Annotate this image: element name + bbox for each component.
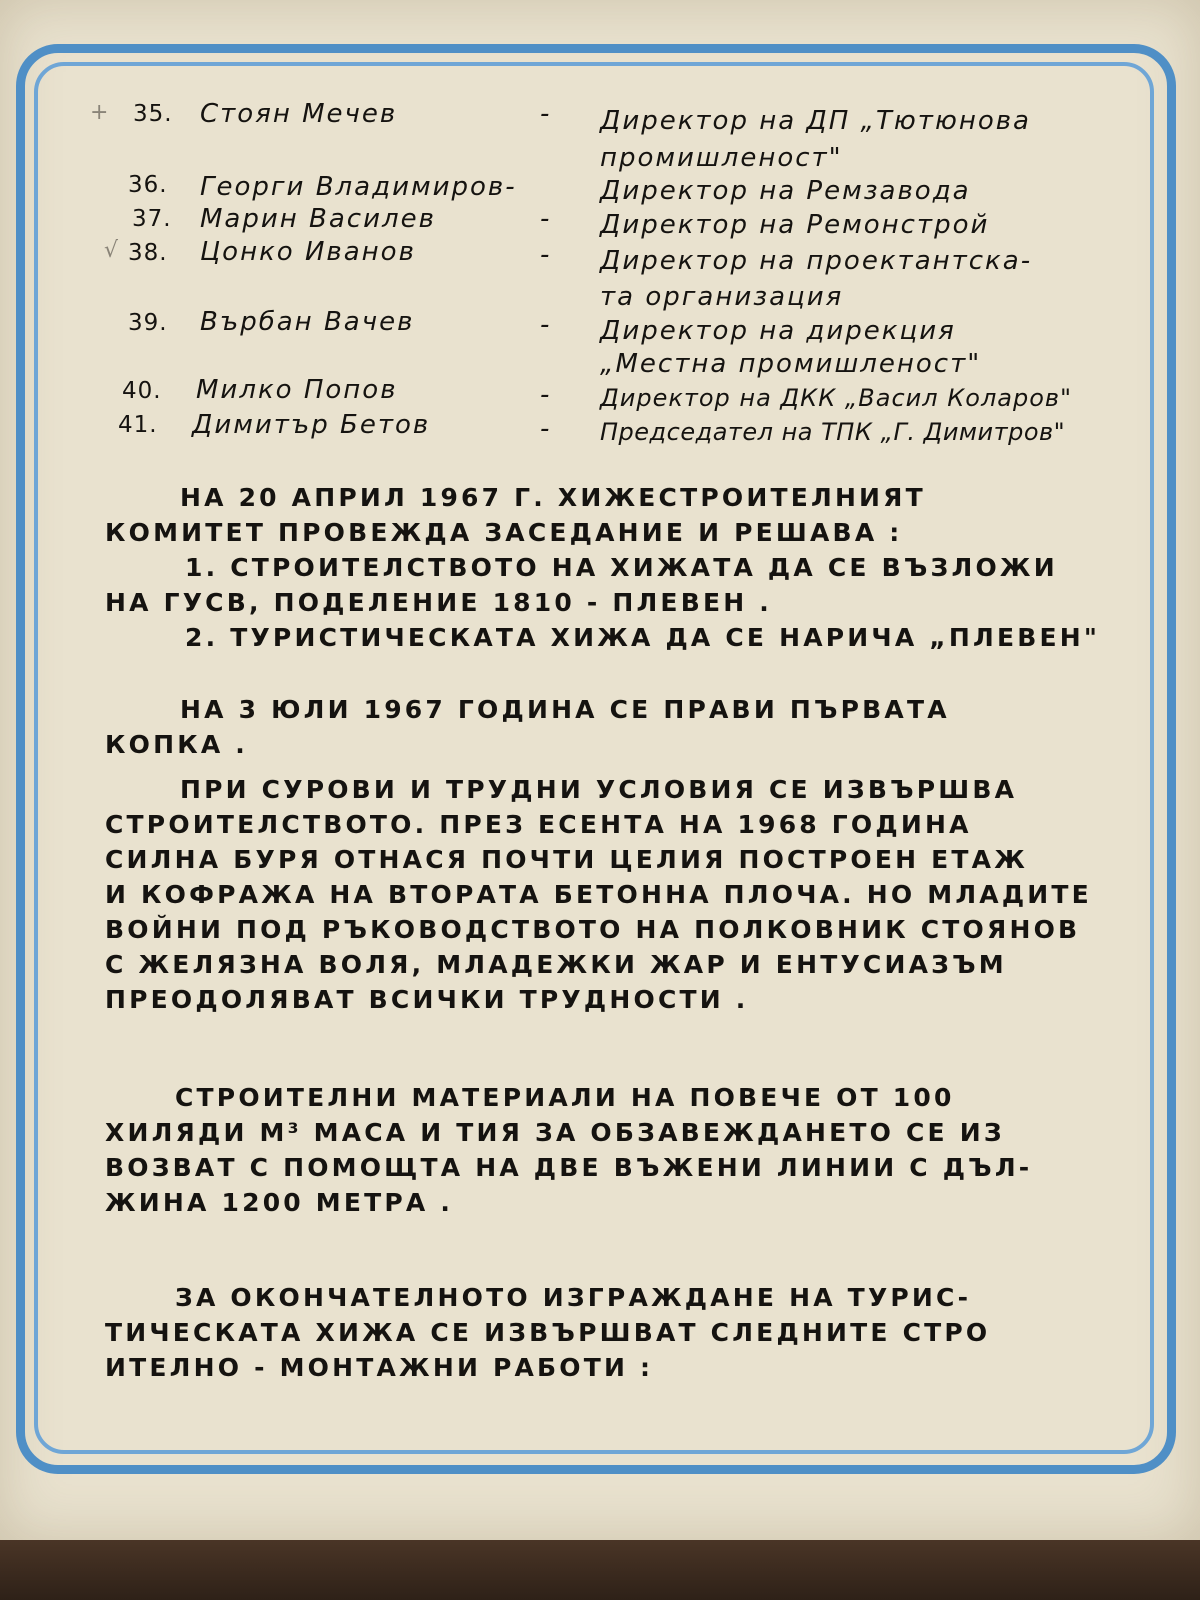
item-number: 40. — [122, 378, 162, 404]
item-number: 39. — [128, 310, 168, 336]
paragraph-line: ХИЛЯДИ М³ МАСА И ТИЯ ЗА ОБЗАВЕЖДАНЕТО СЕ ИЗ — [105, 1118, 1005, 1147]
paragraph-final-works — [105, 1280, 1115, 1385]
paragraph-materials — [105, 1080, 1115, 1220]
item-number: 38. — [128, 240, 168, 266]
item-role-line1: Директор на ДКК „Васил Коларов" — [600, 384, 1073, 412]
paragraph-line: 2. ТУРИСТИЧЕСКАТА ХИЖА ДА СЕ НАРИЧА „ПЛЕВЕН" — [185, 623, 1101, 652]
item-role-line1: Директор на дирекция — [600, 316, 956, 346]
item-role-line2: „Местна промишленост" — [600, 349, 982, 379]
paragraph-line: ЖИНА 1200 МЕТРА . — [105, 1188, 454, 1217]
item-role-line2: промишленост" — [600, 143, 843, 173]
paragraph-line: ВОЗВАТ С ПОМОЩТА НА ДВЕ ВЪЖЕНИ ЛИНИИ С ДЪЛ- — [105, 1153, 1033, 1182]
item-name: Димитър Бетов — [192, 410, 431, 440]
item-name: Милко Попов — [196, 375, 398, 405]
paragraph-line: СИЛНА БУРЯ ОТНАСЯ ПОЧТИ ЦЕЛИЯ ПОСТРОЕН ЕТАЖ — [105, 845, 1029, 874]
item-name: Цонко Иванов — [200, 237, 416, 267]
paragraph-line: НА ГУСВ, ПОДЕЛЕНИЕ 1810 - ПЛЕВЕН . — [105, 588, 772, 617]
paragraph-line: ИТЕЛНО - МОНТАЖНИ РАБОТИ : — [105, 1353, 654, 1382]
list-mark: + — [90, 100, 109, 125]
paragraph-line: ВОЙНИ ПОД РЪКОВОДСТВОТО НА ПОЛКОВНИК СТОЯНОВ — [105, 915, 1081, 944]
item-name: Марин Василев — [200, 204, 436, 234]
paragraph-line: НА 20 АПРИЛ 1967 Г. ХИЖЕСТРОИТЕЛНИЯТ — [180, 483, 926, 512]
item-dash: - — [540, 380, 552, 410]
paragraph-line: И КОФРАЖА НА ВТОРАТА БЕТОННА ПЛОЧА. НО МЛАДИТЕ — [105, 880, 1092, 909]
paragraph-line: СТРОИТЕЛСТВОТО. ПРЕЗ ЕСЕНТА НА 1968 ГОДИНА — [105, 810, 972, 839]
item-name: Върбан Вачев — [200, 307, 415, 337]
item-number: 41. — [118, 412, 158, 438]
paragraph-committee-meeting — [105, 480, 1115, 655]
item-number: 36. — [128, 172, 168, 198]
item-number: 37. — [132, 206, 172, 232]
item-dash: - — [540, 310, 552, 340]
paragraph-first-dig — [105, 692, 1115, 762]
item-role-line2: та организация — [600, 282, 844, 312]
paragraph-line: НА 3 ЮЛИ 1967 ГОДИНА СЕ ПРАВИ ПЪРВАТА — [180, 695, 950, 724]
paragraph-line: КОМИТЕТ ПРОВЕЖДА ЗАСЕДАНИЕ И РЕШАВА : — [105, 518, 903, 547]
item-role-line1: Директор на Ремзавода — [600, 176, 971, 206]
item-role-line1: Председател на ТПК „Г. Димитров" — [600, 418, 1066, 446]
paragraph-line: КОПКА . — [105, 730, 248, 759]
paragraph-line: СТРОИТЕЛНИ МАТЕРИАЛИ НА ПОВЕЧЕ ОТ 100 — [175, 1083, 955, 1112]
item-role-line1: Директор на Ремонстрой — [600, 210, 990, 240]
paragraph-construction — [105, 772, 1115, 1017]
paragraph-line: ПРИ СУРОВИ И ТРУДНИ УСЛОВИЯ СЕ ИЗВЪРШВА — [180, 775, 1018, 804]
item-name: Стоян Мечев — [200, 99, 398, 129]
item-number: 35. — [133, 101, 173, 127]
item-role-line1: Директор на ДП „Тютюнова — [600, 106, 1031, 136]
table-surface — [0, 1540, 1200, 1600]
paragraph-line: ЗА ОКОНЧАТЕЛНОТО ИЗГРАЖДАНЕ НА ТУРИС- — [175, 1283, 972, 1312]
item-dash: - — [540, 99, 552, 129]
item-name: Георги Владимиров- — [200, 172, 517, 202]
paragraph-line: ПРЕОДОЛЯВАТ ВСИЧКИ ТРУДНОСТИ . — [105, 985, 749, 1014]
paragraph-line: С ЖЕЛЯЗНА ВОЛЯ, МЛАДЕЖКИ ЖАР И ЕНТУСИАЗЪМ — [105, 950, 1007, 979]
item-dash: - — [540, 204, 552, 234]
item-dash: - — [540, 240, 552, 270]
item-role-line1: Директор на проектантска- — [600, 246, 1033, 276]
paragraph-line: 1. СТРОИТЕЛСТВОТО НА ХИЖАТА ДА СЕ ВЪЗЛОЖИ — [185, 553, 1058, 582]
list-mark: √ — [104, 238, 119, 263]
item-dash: - — [540, 414, 552, 444]
paragraph-line: ТИЧЕСКАТА ХИЖА СЕ ИЗВЪРШВАТ СЛЕДНИТЕ СТРО — [105, 1318, 991, 1347]
